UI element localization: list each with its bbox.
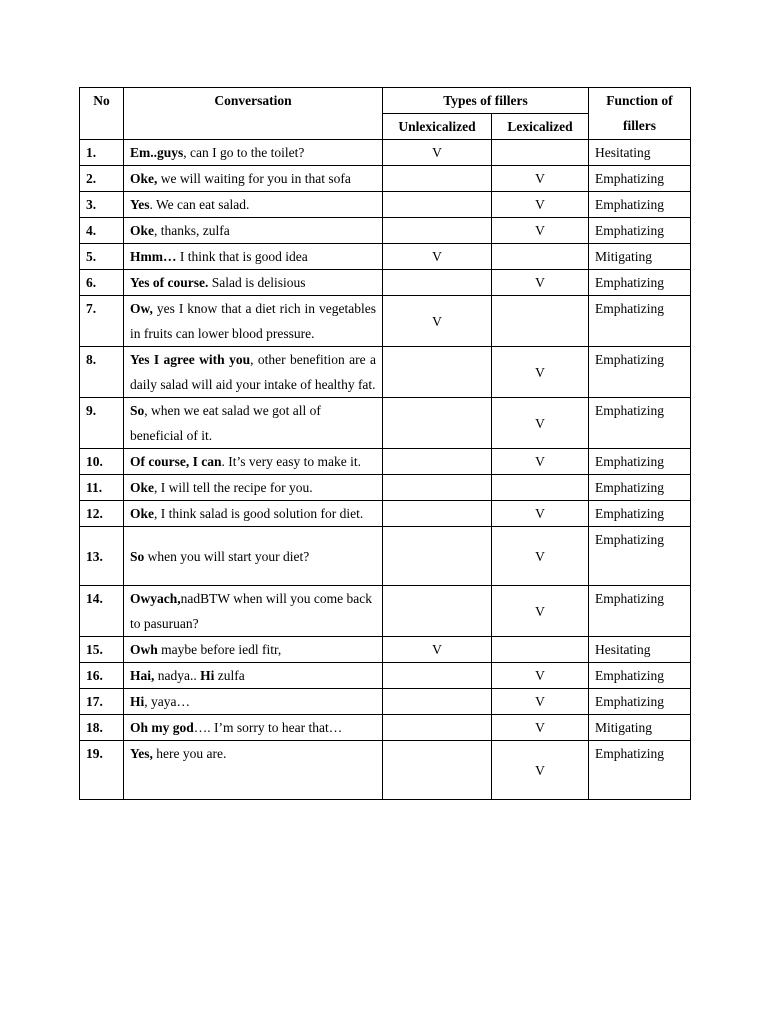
filler-word: Owh <box>130 642 158 657</box>
table-row <box>80 140 691 166</box>
filler-word: Yes, <box>130 746 153 761</box>
lexicalized-mark: V <box>492 166 589 192</box>
function-cell: Mitigating <box>589 715 691 741</box>
unlexicalized-mark <box>383 347 492 398</box>
header-function <box>589 88 691 140</box>
header-function-line2: fillers <box>623 118 656 133</box>
unlexicalized-mark <box>383 501 492 527</box>
table-row <box>80 689 691 715</box>
conversation-cell <box>124 244 383 270</box>
conversation-cell <box>124 689 383 715</box>
conversation-cell <box>124 449 383 475</box>
conversation-text: , I think salad is good solution for diet. <box>154 506 364 521</box>
function-cell: Emphatizing <box>589 501 691 527</box>
function-cell: Emphatizing <box>589 347 691 398</box>
filler-word: Owyach, <box>130 591 181 606</box>
conversation-cell <box>124 347 383 398</box>
row-number: 12. <box>80 501 124 527</box>
fillers-table <box>79 87 691 800</box>
table-row <box>80 192 691 218</box>
table-row <box>80 501 691 527</box>
function-cell: Emphatizing <box>589 475 691 501</box>
row-number: 13. <box>80 527 124 586</box>
function-cell: Emphatizing <box>589 527 691 586</box>
function-cell: Emphatizing <box>589 270 691 296</box>
filler-word: Oke <box>130 506 155 521</box>
filler-word: Hi <box>200 668 215 683</box>
row-number: 18. <box>80 715 124 741</box>
function-cell: Emphatizing <box>589 296 691 347</box>
row-number: 7. <box>80 296 124 347</box>
conversation-cell <box>124 296 383 347</box>
row-number: 15. <box>80 637 124 663</box>
function-cell: Emphatizing <box>589 741 691 800</box>
conversation-text: maybe before iedl fitr, <box>157 642 282 657</box>
filler-word: So <box>130 548 145 564</box>
conversation-text: nadBTW when will you come back to pasuruan? <box>130 591 372 631</box>
row-number: 9. <box>80 398 124 449</box>
unlexicalized-mark <box>383 663 492 689</box>
unlexicalized-mark <box>383 475 492 501</box>
conversation-cell <box>124 663 383 689</box>
row-number: 4. <box>80 218 124 244</box>
conversation-cell <box>124 741 383 800</box>
filler-word: Oke, <box>130 171 158 186</box>
conversation-cell <box>124 715 383 741</box>
filler-word: Hi <box>130 694 145 709</box>
table-row <box>80 586 691 637</box>
lexicalized-mark <box>492 296 589 347</box>
function-cell: Emphatizing <box>589 586 691 637</box>
table-row <box>80 270 691 296</box>
table-row <box>80 166 691 192</box>
row-number: 10. <box>80 449 124 475</box>
unlexicalized-mark: V <box>383 140 492 166</box>
conversation-cell <box>124 586 383 637</box>
function-cell: Emphatizing <box>589 192 691 218</box>
conversation-text: , yaya… <box>144 694 190 709</box>
lexicalized-mark <box>492 244 589 270</box>
conversation-cell <box>124 637 383 663</box>
conversation-text: yes I know that a diet rich in vegetables in fruits can lower blood pressure. <box>130 301 376 341</box>
conversation-cell <box>124 398 383 449</box>
conversation-text: nadya.. <box>154 668 201 683</box>
header-unlexicalized: Unlexicalized <box>383 114 492 140</box>
filler-word: Yes I agree with you <box>130 352 251 367</box>
unlexicalized-mark: V <box>383 296 492 347</box>
table-row <box>80 296 691 347</box>
unlexicalized-mark: V <box>383 637 492 663</box>
unlexicalized-mark <box>383 398 492 449</box>
filler-word: Hai, <box>130 668 155 683</box>
header-function-line1: Function of <box>606 93 673 108</box>
conversation-text: we will waiting for you in that sofa <box>157 171 351 186</box>
row-number: 19. <box>80 741 124 800</box>
row-number: 1. <box>80 140 124 166</box>
conversation-cell <box>124 140 383 166</box>
lexicalized-mark: V <box>492 398 589 449</box>
lexicalized-mark <box>492 140 589 166</box>
header-types-of-fillers: Types of fillers <box>383 88 589 114</box>
lexicalized-mark: V <box>492 192 589 218</box>
lexicalized-mark <box>492 637 589 663</box>
conversation-text: , I will tell the recipe for you. <box>154 480 313 495</box>
lexicalized-mark: V <box>492 741 589 800</box>
lexicalized-mark: V <box>492 663 589 689</box>
unlexicalized-mark <box>383 741 492 800</box>
row-number: 8. <box>80 347 124 398</box>
filler-word: Ow, <box>130 301 153 316</box>
row-number: 16. <box>80 663 124 689</box>
filler-word: Of course, I can <box>130 454 222 469</box>
lexicalized-mark: V <box>492 586 589 637</box>
header-conversation: Conversation <box>124 88 383 140</box>
lexicalized-mark: V <box>492 689 589 715</box>
conversation-text: . We can eat salad. <box>149 197 250 212</box>
unlexicalized-mark <box>383 218 492 244</box>
function-cell: Hesitating <box>589 637 691 663</box>
table-row <box>80 741 691 800</box>
table-row <box>80 244 691 270</box>
lexicalized-mark: V <box>492 218 589 244</box>
conversation-text: , when we eat salad we got all of beneficial of it. <box>130 403 321 443</box>
conversation-cell <box>124 475 383 501</box>
unlexicalized-mark <box>383 527 492 586</box>
conversation-text: , other benefition are a daily salad will aid your intake of healthy fat. <box>130 352 376 392</box>
row-number: 5. <box>80 244 124 270</box>
conversation-text: when you will start your diet? <box>144 548 310 564</box>
function-cell: Emphatizing <box>589 166 691 192</box>
lexicalized-mark: V <box>492 527 589 586</box>
filler-word: Hmm… <box>130 249 177 264</box>
function-cell: Emphatizing <box>589 689 691 715</box>
lexicalized-mark: V <box>492 501 589 527</box>
filler-word: Yes of course. <box>130 275 209 290</box>
row-number: 2. <box>80 166 124 192</box>
row-number: 11. <box>80 475 124 501</box>
conversation-text: …. I’m sorry to hear that… <box>193 720 343 735</box>
row-number: 3. <box>80 192 124 218</box>
function-cell: Hesitating <box>589 140 691 166</box>
function-cell: Emphatizing <box>589 663 691 689</box>
filler-word: Oke <box>130 480 155 495</box>
lexicalized-mark: V <box>492 449 589 475</box>
table-row <box>80 527 691 586</box>
table-row <box>80 347 691 398</box>
unlexicalized-mark: V <box>383 244 492 270</box>
unlexicalized-mark <box>383 192 492 218</box>
table-row <box>80 449 691 475</box>
function-cell: Emphatizing <box>589 449 691 475</box>
conversation-text: , thanks, zulfa <box>154 223 230 238</box>
unlexicalized-mark <box>383 270 492 296</box>
unlexicalized-mark <box>383 166 492 192</box>
lexicalized-mark: V <box>492 715 589 741</box>
header-no: No <box>80 88 124 140</box>
conversation-text: here you are. <box>152 746 227 761</box>
conversation-text: Salad is delisious <box>208 275 306 290</box>
conversation-text: , can I go to the toilet? <box>183 145 305 160</box>
unlexicalized-mark <box>383 586 492 637</box>
row-number: 6. <box>80 270 124 296</box>
lexicalized-mark: V <box>492 270 589 296</box>
unlexicalized-mark <box>383 449 492 475</box>
conversation-cell <box>124 166 383 192</box>
filler-word: Oh my god <box>130 720 194 735</box>
row-number: 14. <box>80 586 124 637</box>
lexicalized-mark: V <box>492 347 589 398</box>
table-row <box>80 663 691 689</box>
function-cell: Emphatizing <box>589 218 691 244</box>
table-row <box>80 475 691 501</box>
unlexicalized-mark <box>383 689 492 715</box>
filler-word: Em..guys <box>130 145 184 160</box>
conversation-cell <box>124 218 383 244</box>
row-number: 17. <box>80 689 124 715</box>
table-row <box>80 637 691 663</box>
table-row <box>80 218 691 244</box>
lexicalized-mark <box>492 475 589 501</box>
table-row <box>80 398 691 449</box>
conversation-text: . It’s very easy to make it. <box>221 454 361 469</box>
filler-word: Oke <box>130 223 155 238</box>
table-row <box>80 715 691 741</box>
unlexicalized-mark <box>383 715 492 741</box>
conversation-text: zulfa <box>214 668 245 683</box>
conversation-cell <box>124 501 383 527</box>
filler-word: Yes <box>130 197 150 212</box>
function-cell: Mitigating <box>589 244 691 270</box>
header-lexicalized: Lexicalized <box>492 114 589 140</box>
function-cell: Emphatizing <box>589 398 691 449</box>
conversation-cell <box>124 192 383 218</box>
conversation-cell <box>124 527 383 586</box>
conversation-cell <box>124 270 383 296</box>
conversation-text: I think that is good idea <box>176 249 308 264</box>
filler-word: So <box>130 403 145 418</box>
